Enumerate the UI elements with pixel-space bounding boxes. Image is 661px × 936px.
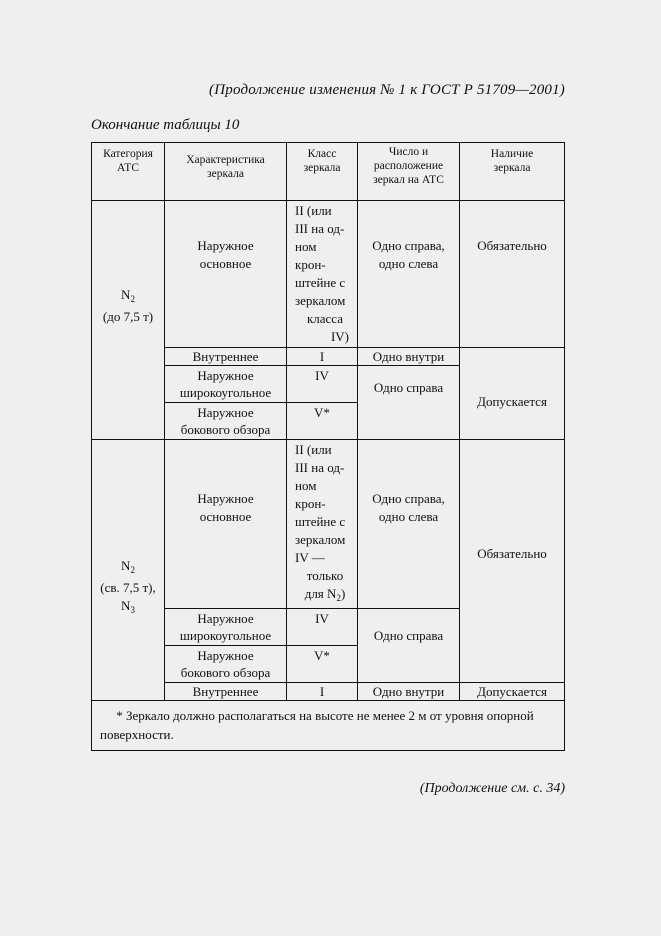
- characteristic-cell: Внутреннее: [165, 348, 287, 366]
- presence-cell: Допускается: [460, 348, 565, 440]
- footnote-row: [92, 701, 565, 751]
- mirror-requirements-table: [91, 142, 565, 751]
- table-header-row: [92, 143, 565, 201]
- table-row: [92, 201, 565, 348]
- class-cell: II (или III на од- ном крон- штейне с зеркалом IV — только для $N_2$): [287, 440, 358, 609]
- class-cell: I: [287, 348, 358, 366]
- characteristic-cell: Наружное бокового обзора: [165, 403, 287, 440]
- count-cell: Одно внутри: [358, 348, 460, 366]
- col-header-presence: Наличие зеркала: [460, 143, 565, 201]
- category-cell-n2-light: $N_2$ (до 7,5 т): [92, 201, 165, 440]
- table-row: [92, 440, 565, 609]
- class-cell: V*: [287, 646, 358, 683]
- col-header-count: Число и расположение зеркал на АТС: [358, 143, 460, 201]
- category-cell-n2-heavy-n3: $N_2$ (св. 7,5 т), $N_3$: [92, 440, 165, 701]
- class-cell: I: [287, 683, 358, 701]
- continuation-footer: (Продолжение см. с. 34): [419, 781, 565, 796]
- count-cell: Одно справа: [358, 609, 460, 683]
- presence-cell: Допускается: [460, 683, 565, 701]
- presence-cell: Обязательно: [460, 201, 565, 348]
- characteristic-cell: Наружное широкоугольное: [165, 609, 287, 646]
- characteristic-cell: Внутреннее: [165, 683, 287, 701]
- col-header-characteristic: Характеристика зеркала: [165, 143, 287, 201]
- col-header-category: Категория АТС: [92, 143, 165, 201]
- class-cell: II (или III на од- ном крон- штейне с зеркалом класса IV): [287, 201, 358, 348]
- count-cell: Одно справа: [358, 366, 460, 440]
- class-cell: V*: [287, 403, 358, 440]
- count-cell: Одно справа, одно слева: [358, 201, 460, 348]
- count-cell: Одно справа, одно слева: [358, 440, 460, 609]
- characteristic-cell: Наружное бокового обзора: [165, 646, 287, 683]
- continuation-header: (Продолжение изменения № 1 к ГОСТ Р 51709—2001): [209, 82, 565, 98]
- table-caption: Окончание таблицы 10: [91, 117, 240, 133]
- characteristic-cell: Наружное широкоугольное: [165, 366, 287, 403]
- count-cell: Одно внутри: [358, 683, 460, 701]
- col-header-class: Класс зеркала: [287, 143, 358, 201]
- characteristic-cell: Наружное основное: [165, 201, 287, 348]
- table-footnote: * Зеркало должно располагаться на высоте не менее 2 м от уровня опорной поверхности.: [92, 701, 565, 751]
- presence-cell: Обязательно: [460, 440, 565, 683]
- class-cell: IV: [287, 609, 358, 646]
- class-cell: IV: [287, 366, 358, 403]
- characteristic-cell: Наружное основное: [165, 440, 287, 609]
